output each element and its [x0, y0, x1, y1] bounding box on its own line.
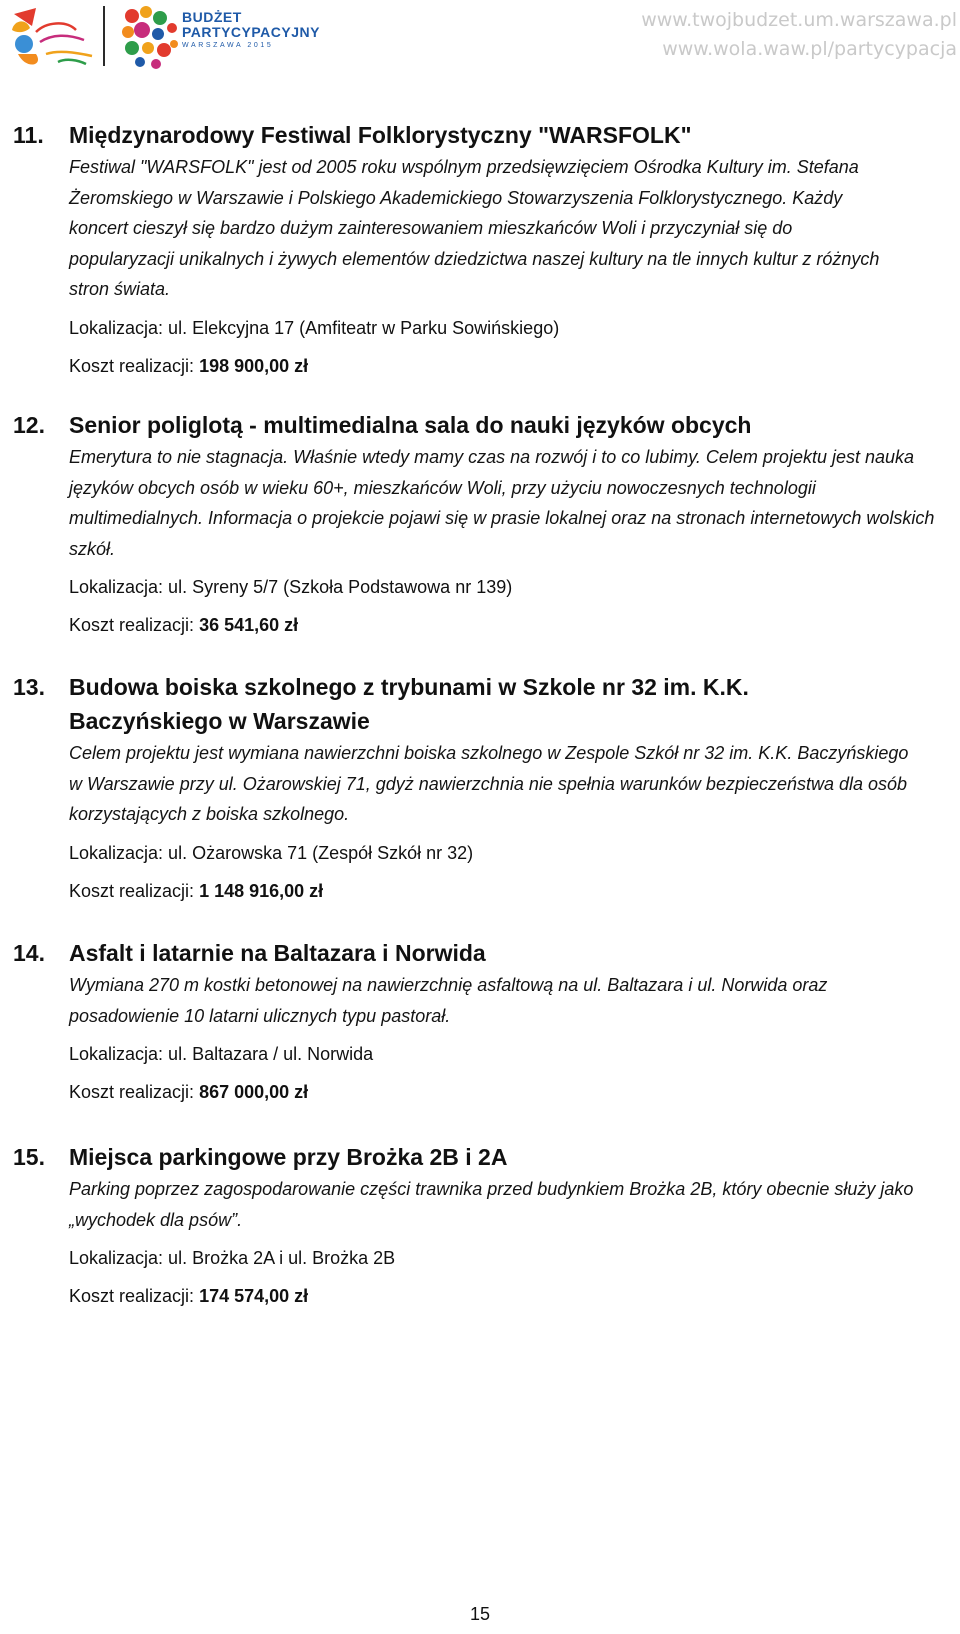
- budzet-partycypacyjny-wordmark: [182, 10, 320, 52]
- project-number: 14.: [13, 940, 45, 966]
- project-item-11: [0, 118, 889, 381]
- cost-value: 1 148 916,00 zł: [199, 880, 324, 901]
- project-cost: [69, 610, 939, 640]
- cost-value: 174 574,00 zł: [199, 1286, 309, 1306]
- project-description: Emerytura to nie stagnacja. Właśnie wtedy mamy czas na rozwój i to co lubimy. Celem projektu jest nauka języków obcych osób w wieku 60+, mieszkańców Woli, przy użyciu nowoczesnych technologii multimedialnych. Informacja o projekcie pojawi się w prasie lokalnej oraz na stronach internetowych wolskich szkół.: [69, 447, 935, 559]
- cost-value: 36 541,60 zł: [199, 615, 299, 635]
- project-cost: [69, 1077, 919, 1107]
- cost-label: Koszt realizacji:: [69, 880, 195, 901]
- project-cost: [69, 351, 889, 381]
- project-cost: [69, 1281, 929, 1311]
- project-number: 11.: [13, 122, 44, 148]
- page-number: 15: [470, 1604, 491, 1624]
- project-item-12: [0, 408, 939, 640]
- project-title: Senior poliglotą - multimedialna sala do nauki języków obcych: [69, 412, 752, 438]
- project-location: Lokalizacja: ul. Syreny 5/7 (Szkoła Podstawowa nr 139): [69, 577, 513, 597]
- cost-label: Koszt realizacji:: [69, 1286, 195, 1306]
- project-number: 13.: [13, 674, 45, 700]
- url-twojbudzet: www.twojbudzet.um.warszawa.pl: [641, 9, 957, 31]
- project-item-13: [0, 670, 919, 906]
- header-divider: [103, 6, 105, 66]
- bp-line-2: PARTYCYPACYJNY: [182, 24, 320, 40]
- url-wola: www.wola.waw.pl/partycypacja: [662, 38, 957, 60]
- project-location: Lokalizacja: ul. Baltazara / ul. Norwida: [69, 1044, 374, 1064]
- project-title: Międzynarodowy Festiwal Folklorystyczny "WARSFOLK": [69, 122, 692, 148]
- project-number: 15.: [13, 1144, 45, 1170]
- cost-value: 198 900,00 zł: [199, 355, 309, 376]
- project-description: Festiwal "WARSFOLK" jest od 2005 roku wspólnym przedsięwzięciem Ośrodka Kultury im. Stefana Żeromskiego w Warszawie i Polskiego Akademickiego Stowarzyszenia Folklorystycznego. Każdy koncert cieszył się bardzo dużym zainteresowaniem mieszkańców Woli i przyczyniał się do popularyzacji unikalnych i żywych elementów dziedzictwa naszej kultury na tle innych kultur z różnych stron świata.: [69, 157, 880, 299]
- page-header: [0, 0, 960, 80]
- project-item-15: [0, 1140, 929, 1311]
- cost-value: 867 000,00 zł: [199, 1082, 309, 1102]
- project-cost: [69, 876, 919, 906]
- cost-label: Koszt realizacji:: [69, 615, 195, 635]
- project-description: Parking poprzez zagospodarowanie części trawnika przed budynkiem Brożka 2B, który obecnie służy jako „wychodek dla psów”.: [69, 1179, 914, 1230]
- bp-line-1: BUDŻET: [182, 9, 242, 25]
- project-title: Miejsca parkingowe przy Brożka 2B i 2A: [69, 1144, 508, 1170]
- project-item-14: [0, 936, 919, 1107]
- project-title: Asfalt i latarnie na Baltazara i Norwida: [69, 940, 486, 966]
- bp-line-3: WARSZAWA 2015: [182, 42, 274, 49]
- project-description: Wymiana 270 m kostki betonowej na nawierzchnię asfaltową na ul. Baltazara i ul. Norwida oraz posadowienie 10 latarni ulicznych typu pastorał.: [69, 975, 828, 1026]
- project-title: Budowa boiska szkolnego z trybunami w Szkole nr 32 im. K.K. Baczyńskiego w Warszawie: [69, 674, 749, 734]
- project-number: 12.: [13, 412, 45, 438]
- zakochaj-sie-w-warszawie-logo: [6, 4, 102, 72]
- project-location: Lokalizacja: ul. Elekcyjna 17 (Amfiteatr w Parku Sowińskiego): [69, 317, 560, 338]
- cost-label: Koszt realizacji:: [69, 1082, 195, 1102]
- project-location: Lokalizacja: ul. Ożarowska 71 (Zespół Szkół nr 32): [69, 842, 474, 863]
- project-location: Lokalizacja: ul. Brożka 2A i ul. Brożka 2B: [69, 1248, 396, 1268]
- header-urls: [641, 6, 957, 64]
- cost-label: Koszt realizacji:: [69, 355, 195, 376]
- project-description: Celem projektu jest wymiana nawierzchni boiska szkolnego w Zespole Szkół nr 32 im. K.K. Baczyńskiego w Warszawie przy ul. Ożarowskiej 71, gdyż nawierzchnia nie spełnia warunków bezpieczeństwa dla osób korzystających z boiska szkolnego.: [69, 743, 909, 824]
